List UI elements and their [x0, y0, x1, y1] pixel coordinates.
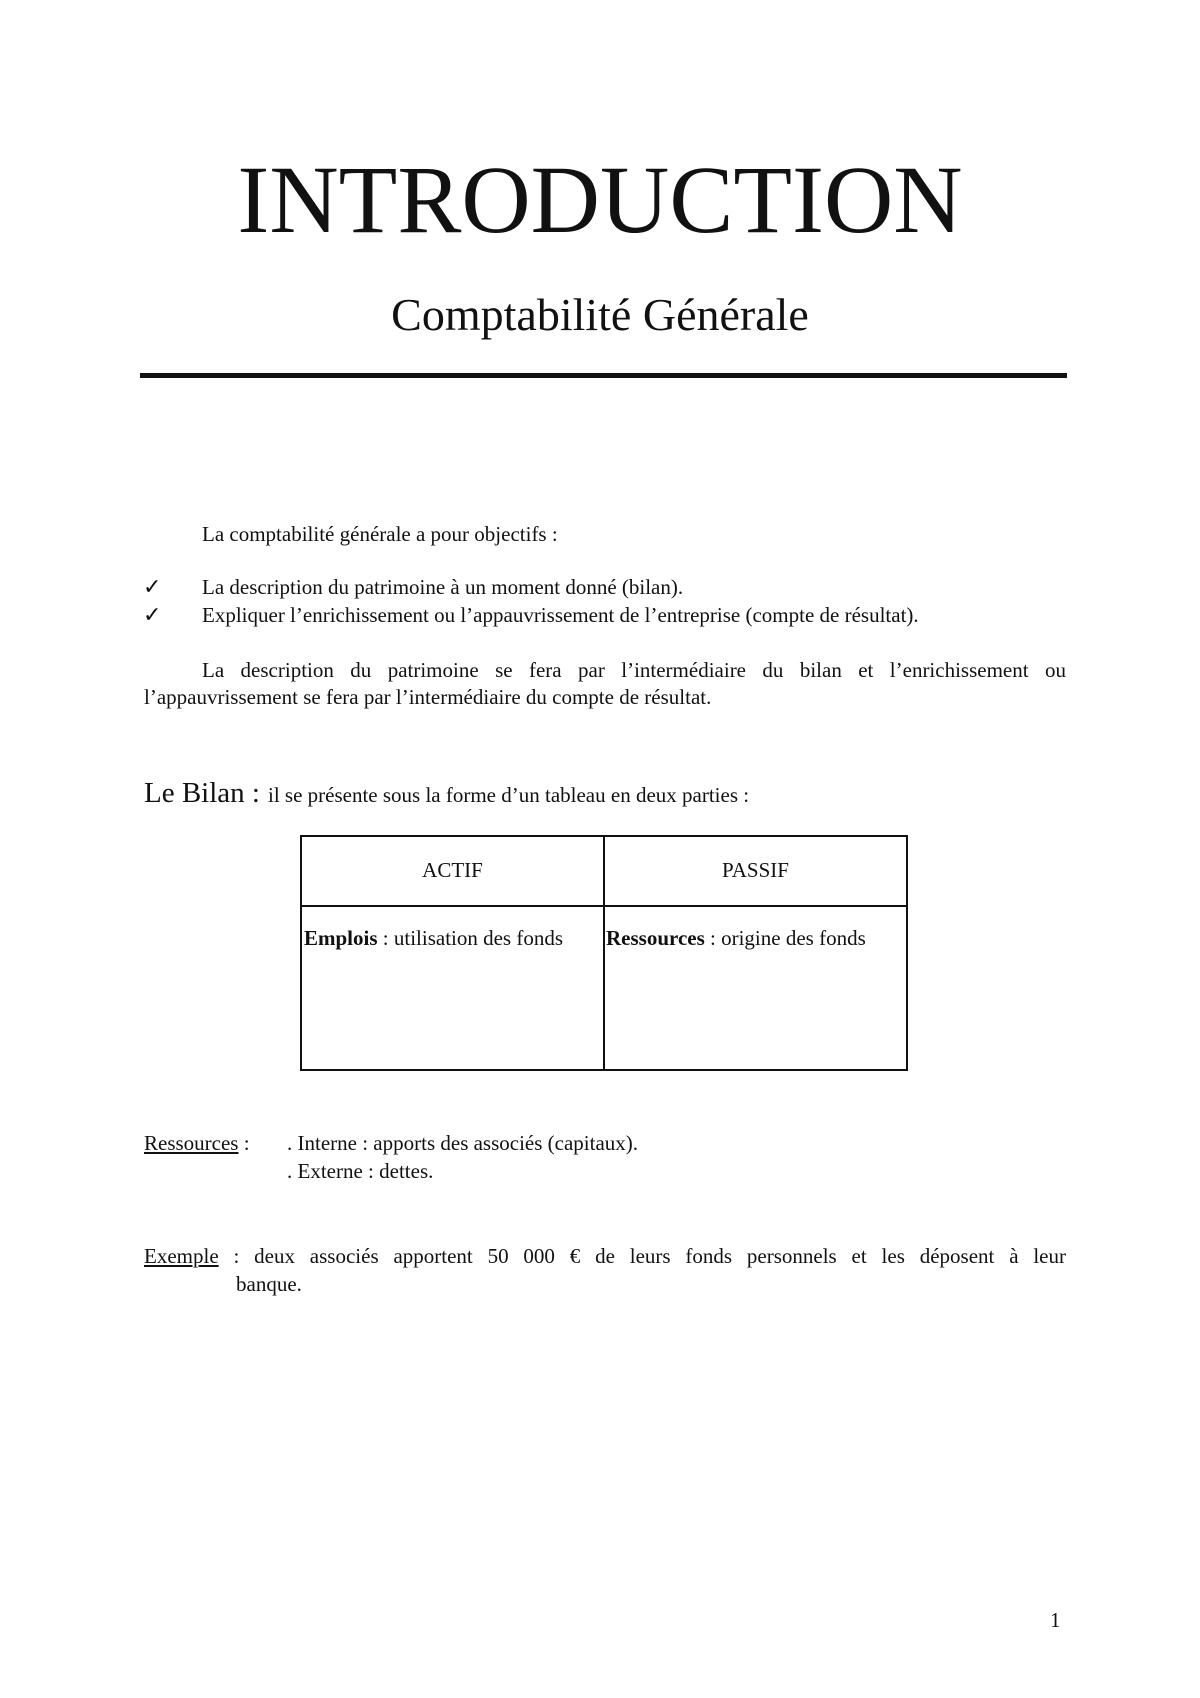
- intro-lead: La comptabilité générale a pour objectifs :: [202, 522, 558, 546]
- ressources-internal: . Interne : apports des associés (capitaux).: [287, 1131, 639, 1155]
- ressources-heading-colon: :: [238, 1131, 250, 1155]
- actif-header: ACTIF: [422, 858, 483, 882]
- ressources-text: : origine des fonds: [704, 926, 866, 950]
- table-divider-horizontal: [302, 905, 906, 907]
- exemple-label: Exemple: [144, 1244, 219, 1268]
- actif-cell: [304, 925, 563, 952]
- bilan-heading: [144, 776, 749, 812]
- bilan-heading-text: il se présente sous la forme d’un tableau en deux parties :: [267, 783, 750, 807]
- bilan-heading-label: Le Bilan :: [144, 777, 260, 809]
- checkmark-icon: ✓: [143, 602, 162, 627]
- ressources-heading: [144, 1130, 250, 1157]
- checkmark-icon: ✓: [143, 574, 162, 599]
- ressources-external: . Externe : dettes.: [287, 1159, 434, 1183]
- intro-paragraph: La description du patrimoine se fera par l’intermédiaire du bilan et l’enrichissement ou l’appauvrissement se fera par l’intermédiaire du compte de résultat.: [144, 658, 1066, 709]
- ressources-heading-label: Ressources: [144, 1131, 239, 1155]
- ressources-label: Ressources: [606, 926, 705, 950]
- bullet-item: Expliquer l’enrichissement ou l’appauvrissement de l’entreprise (compte de résultat).: [202, 603, 919, 627]
- page-subtitle: Comptabilité Générale: [391, 289, 809, 340]
- bullet-item: La description du patrimoine à un moment donné (bilan).: [202, 575, 684, 599]
- bilan-table: [300, 835, 908, 1071]
- title-divider: [140, 373, 1067, 378]
- page-title: INTRODUCTION: [237, 146, 963, 253]
- passif-cell: [606, 925, 866, 952]
- emplois-text: : utilisation des fonds: [377, 926, 564, 950]
- passif-header: PASSIF: [722, 858, 789, 882]
- exemple-line: [144, 1243, 1066, 1270]
- emplois-label: Emplois: [304, 926, 378, 950]
- exemple-line-2: banque.: [236, 1272, 302, 1296]
- exemple-text: : deux associés apportent 50 000 € de leurs fonds personnels et les déposent à leur: [218, 1244, 1066, 1268]
- page-number: 1: [1050, 1608, 1061, 1632]
